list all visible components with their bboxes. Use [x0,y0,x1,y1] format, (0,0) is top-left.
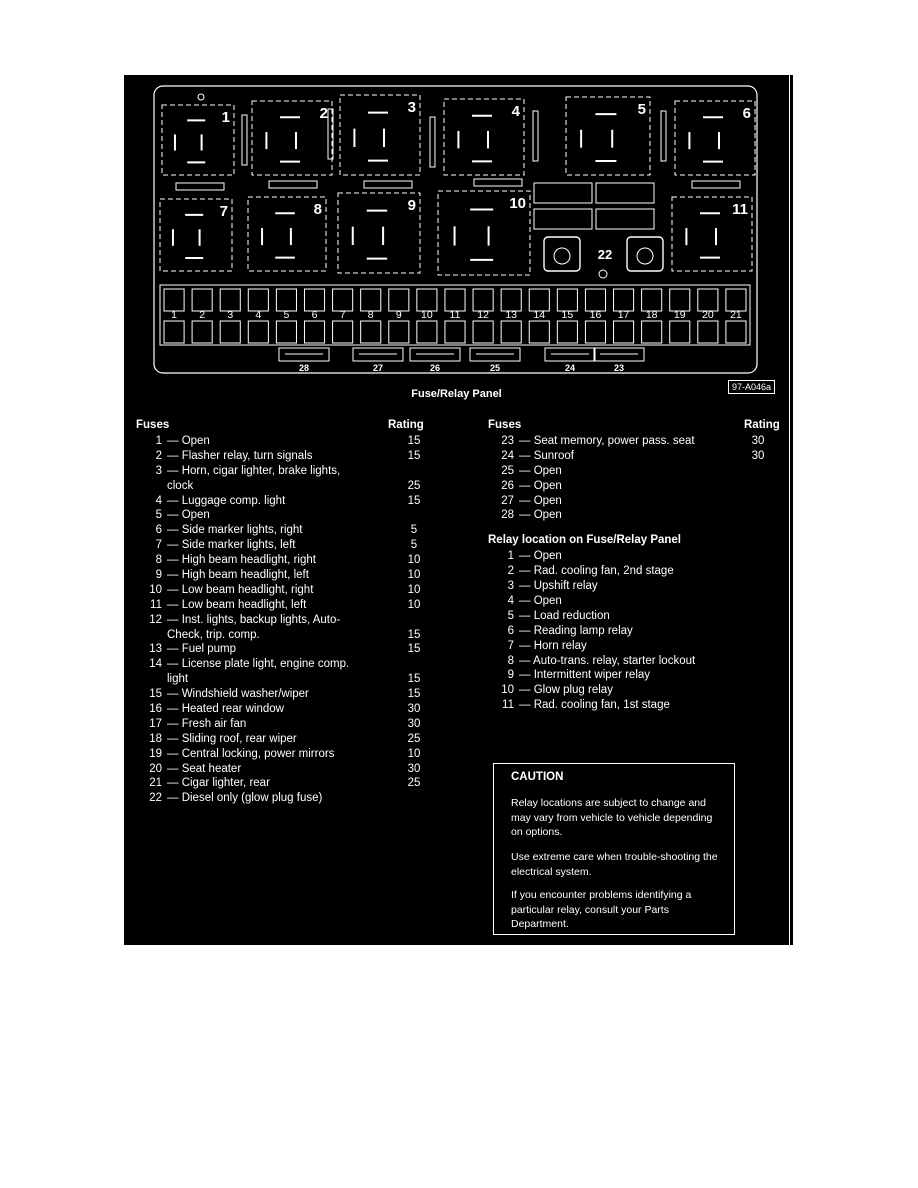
fuse-number: 5 [283,309,290,321]
plug-connector [596,183,654,203]
row-number: 10 [501,684,514,697]
plug-connector [534,209,592,229]
fuse-bottom [220,321,240,343]
row-number: 9 [507,669,514,682]
fuse-top [585,289,605,311]
table-row [136,568,436,583]
row-number: 5 [507,609,514,622]
row-rating: 15 [407,435,421,447]
fuse-number: 3 [227,309,234,321]
row-description: — Cigar lighter, rear [167,777,270,790]
fuse-number: 18 [645,309,658,321]
row-number: 6 [155,524,162,537]
row-rating: 25 [407,777,421,790]
fuse-top [276,289,296,311]
relay-number: 2 [319,105,328,122]
caution-title: CAUTION [511,771,564,783]
fuse-bottom [248,321,268,343]
fuse-number: 9 [395,309,402,321]
row-number: 4 [155,494,162,507]
row-rating: 30 [751,449,765,462]
fuse-bottom [192,321,212,343]
fuse-bottom [670,321,690,343]
table-row [136,791,436,806]
fuse-number: 17 [617,309,630,321]
table-row [136,762,436,777]
glow-plug-relay-socket [544,237,580,271]
mount-hole [599,270,607,278]
slot-bar [269,181,317,188]
slot-bar [364,181,412,188]
relay-socket [627,237,663,271]
caution-paragraph-2: Use extreme care when trouble-shooting the electrical system. [511,851,718,878]
row-rating: 25 [407,732,421,745]
table-row [136,642,436,657]
fuse-number: 10 [421,309,433,321]
caution-paragraph-3: If you encounter problems identifying a particular relay, consult your Parts Department. [511,889,692,930]
table-row [136,494,436,509]
row-description: — Open [167,509,210,522]
table-row [488,579,788,594]
row-description: — Fuel pump [167,643,237,656]
row-number: 15 [149,688,162,701]
caution-paragraph-1: Relay locations are subject to change and may vary from vehicle to vehicle depending on options. [511,797,713,838]
row-description: — High beam headlight, left [167,569,309,582]
row-rating: 10 [407,554,421,567]
relay-number: 11 [732,201,748,218]
row-number: 25 [501,464,514,477]
slot-bar [474,179,522,186]
row-description: — Luggage comp. light [167,494,286,507]
fuse-bottom [417,321,437,343]
relay-heading: Relay location on Fuse/Relay Panel [488,534,682,547]
table-row [488,668,788,683]
row-rating: 30 [407,762,421,775]
document-sheet [124,75,789,945]
table-row [136,747,436,762]
fuses-left-table [136,418,436,806]
fuse-top [192,289,212,311]
fuse-number: 21 [730,309,742,321]
row-rating: 30 [407,703,421,716]
row-number: 3 [155,464,162,477]
figure-caption: Fuse/Relay Panel [411,388,502,400]
row-number: 20 [149,762,162,775]
row-number: 9 [155,569,162,582]
fuse-number: 8 [367,309,374,321]
row-rating: 5 [410,524,418,537]
figure-id: 97-A046a [728,380,775,394]
row-description: Check, trip. comp. [167,628,260,641]
row-rating: 15 [407,643,421,656]
row-number: 17 [149,717,162,730]
relay-number: 9 [407,197,416,214]
table-row [136,672,436,687]
bottom-fuse-number: 25 [489,363,501,373]
fuse-bottom [501,321,521,343]
row-number: 19 [149,747,162,760]
fuse-number: 1 [171,309,177,321]
row-description: — Flasher relay, turn signals [167,449,313,462]
row-description: — Open [519,494,562,507]
caution-box [493,763,735,935]
fuse-bottom [445,321,465,343]
row-description: — Load reduction [519,609,610,622]
slot-bar [430,117,435,167]
fuse-bottom [361,321,381,343]
fuses-right-table [488,418,788,713]
fuse-bottom [529,321,549,343]
row-description: — Open [519,464,562,477]
row-description: — Diesel only (glow plug fuse) [167,792,323,805]
fuse-top [670,289,690,311]
fuse-top [361,289,381,311]
table-row [488,698,788,713]
row-rating: 10 [407,583,421,596]
row-rating: 25 [407,479,421,492]
row-number: 6 [507,624,514,637]
row-description: — Rad. cooling fan, 2nd stage [519,565,674,578]
slot-bar [176,183,224,190]
fuse-number: 12 [477,309,489,321]
relay-number: 6 [742,105,751,122]
fuse-top [501,289,521,311]
row-description: — Heated rear window [167,703,284,716]
socket-hole [637,248,653,264]
fuse-top [726,289,746,311]
relay-number: 1 [221,109,230,126]
row-rating: 15 [407,673,421,686]
fuses-heading: Fuses [136,419,170,431]
plug-connector [534,183,592,203]
fuse-top [389,289,409,311]
row-rating: 30 [751,435,765,447]
row-number: 2 [155,449,162,462]
fuse-bottom [276,321,296,343]
relay-number: 8 [313,201,322,218]
fuse-number: 7 [339,309,346,321]
row-number: 7 [507,639,514,652]
table-row [136,434,436,449]
row-description: — High beam headlight, right [167,554,316,567]
table-row [488,434,788,449]
relay-number-22: 22 [597,247,613,262]
fuse-bottom [698,321,718,343]
row-description: — Seat memory, power pass. seat [519,435,695,447]
fuse-bottom [389,321,409,343]
fuse-top [529,289,549,311]
fuse-top [557,289,577,311]
fuse-top [698,289,718,311]
fuse-number: 4 [255,309,262,321]
row-rating: 30 [407,717,421,730]
table-row [136,776,436,791]
row-number: 7 [155,539,162,552]
table-row [136,657,436,672]
table-row [488,624,788,639]
row-number: 26 [501,479,514,492]
table-row [488,449,788,464]
fuse-number: 19 [673,309,686,321]
row-description: — Horn, cigar lighter, brake lights, [167,464,341,477]
rating-heading: Rating [388,419,424,431]
fuse-number: 6 [311,309,318,321]
mount-hole [198,94,204,100]
plug-connector [596,209,654,229]
relay-number: 3 [407,99,416,116]
row-rating: 15 [407,688,421,701]
row-description: — Side marker lights, right [167,524,303,537]
relay-number: 7 [219,203,228,220]
fuse-bottom [473,321,493,343]
bottom-fuse-number: 26 [429,363,441,373]
bottom-fuse-number: 23 [613,363,625,373]
fuse-bottom [585,321,605,343]
table-row [488,564,788,579]
table-row [136,583,436,598]
row-description: — Sunroof [519,449,574,462]
row-rating: 10 [407,569,421,582]
row-rating: 10 [407,598,421,611]
fuse-top [614,289,634,311]
row-number: 16 [149,703,162,716]
row-number: 1 [507,550,514,563]
row-description: — Open [519,509,562,522]
slot-bar [692,181,740,188]
table-row [488,494,788,509]
relay-number: 5 [637,101,646,118]
table-row [136,553,436,568]
fuse-top [220,289,240,311]
fuse-top [417,289,437,311]
row-description: — Reading lamp relay [519,624,633,637]
fuse-bottom [614,321,634,343]
bottom-fuse-number: 28 [298,363,310,373]
row-rating: 10 [407,747,421,760]
row-description: — Central locking, power mirrors [167,747,335,760]
row-description: clock [167,479,194,492]
row-description: — Upshift relay [519,580,598,593]
table-row [136,523,436,538]
table-row [488,639,788,654]
row-description: — Inst. lights, backup lights, Auto- [167,613,341,626]
fuse-bottom [726,321,746,343]
page-rule [790,75,793,945]
row-description: — Open [519,550,562,563]
row-rating: 5 [410,539,418,552]
table-row [488,609,788,624]
row-description: — Intermittent wiper relay [519,669,651,682]
fuse-number: 11 [449,309,461,321]
table-row [488,654,788,669]
relay-number: 4 [511,103,520,120]
row-number: 21 [149,777,162,790]
row-number: 23 [501,435,514,447]
row-number: 18 [149,732,162,745]
table-row [136,717,436,732]
row-number: 11 [150,598,162,611]
table-row [136,508,436,523]
row-number: 4 [507,595,514,608]
fuse-top [304,289,324,311]
table-row [488,464,788,479]
table-row [136,687,436,702]
fuse-number: 13 [505,309,518,321]
table-row [488,594,788,609]
table-row [136,464,436,479]
table-row [136,628,436,643]
row-description: — Open [519,595,562,608]
row-number: 22 [149,792,162,805]
table-row [136,598,436,613]
row-description: — Open [519,479,562,492]
row-number: 1 [155,435,162,447]
fuse-top [164,289,184,311]
fuses-heading: Fuses [488,419,522,431]
slot-bar [661,111,666,161]
row-number: 11 [502,699,514,712]
fuse-bottom [164,321,184,343]
row-description: — Low beam headlight, left [167,598,307,611]
fuse-number: 2 [199,309,206,321]
fuse-top [248,289,268,311]
row-description: — Windshield washer/wiper [167,688,309,701]
table-row [136,702,436,717]
bottom-fuse-number: 27 [372,363,384,373]
table-row [136,479,436,494]
row-number: 10 [149,583,162,596]
fuses-left-header [136,418,436,434]
row-number: 27 [501,494,514,507]
fuse-top [473,289,493,311]
row-description: — Fresh air fan [167,717,247,730]
row-number: 14 [149,658,162,671]
fuse-number: 16 [589,309,602,321]
row-description: — Sliding roof, rear wiper [167,732,297,745]
fuse-relay-panel-diagram [124,75,789,385]
table-row [136,613,436,628]
fuse-top [333,289,353,311]
socket-hole [554,248,570,264]
fuse-bottom [642,321,662,343]
row-number: 12 [149,613,162,626]
table-row [136,732,436,747]
bottom-fuse-number: 24 [564,363,576,373]
row-number: 8 [507,654,514,667]
row-description: — Auto-trans. relay, starter lockout [519,654,696,667]
relay-number: 10 [509,195,526,212]
rating-heading: Rating [744,419,780,431]
row-number: 2 [507,565,514,578]
row-description: — Low beam headlight, right [167,583,314,596]
row-description: — Glow plug relay [519,684,613,697]
fuse-top [445,289,465,311]
table-row [136,538,436,553]
row-number: 24 [501,449,514,462]
row-rating: 15 [407,494,421,507]
fuse-number: 15 [561,309,574,321]
row-rating: 15 [407,449,421,462]
fuse-bottom [304,321,324,343]
fuse-number: 14 [533,309,546,321]
row-description: — Side marker lights, left [167,539,296,552]
row-description: — License plate light, engine comp. [167,658,350,671]
row-number: 3 [507,580,514,593]
fuse-bottom [557,321,577,343]
table-row [136,449,436,464]
table-row [488,549,788,564]
row-number: 8 [155,554,162,567]
table-row [488,508,788,523]
row-number: 5 [155,509,162,522]
row-number: 28 [501,509,514,522]
slot-bar [533,111,538,161]
fuse-top [642,289,662,311]
row-number: 13 [149,643,162,656]
row-description: — Open [167,435,210,447]
row-rating: 15 [407,628,421,641]
fuses-right-header [488,418,788,434]
fuse-number: 20 [702,309,714,321]
row-description: — Horn relay [519,639,587,652]
row-description: light [167,673,189,686]
slot-bar [242,115,247,165]
fuse-bottom [333,321,353,343]
row-description: — Seat heater [167,762,242,775]
row-description: — Rad. cooling fan, 1st stage [519,699,670,712]
table-row [488,479,788,494]
table-row [488,683,788,698]
